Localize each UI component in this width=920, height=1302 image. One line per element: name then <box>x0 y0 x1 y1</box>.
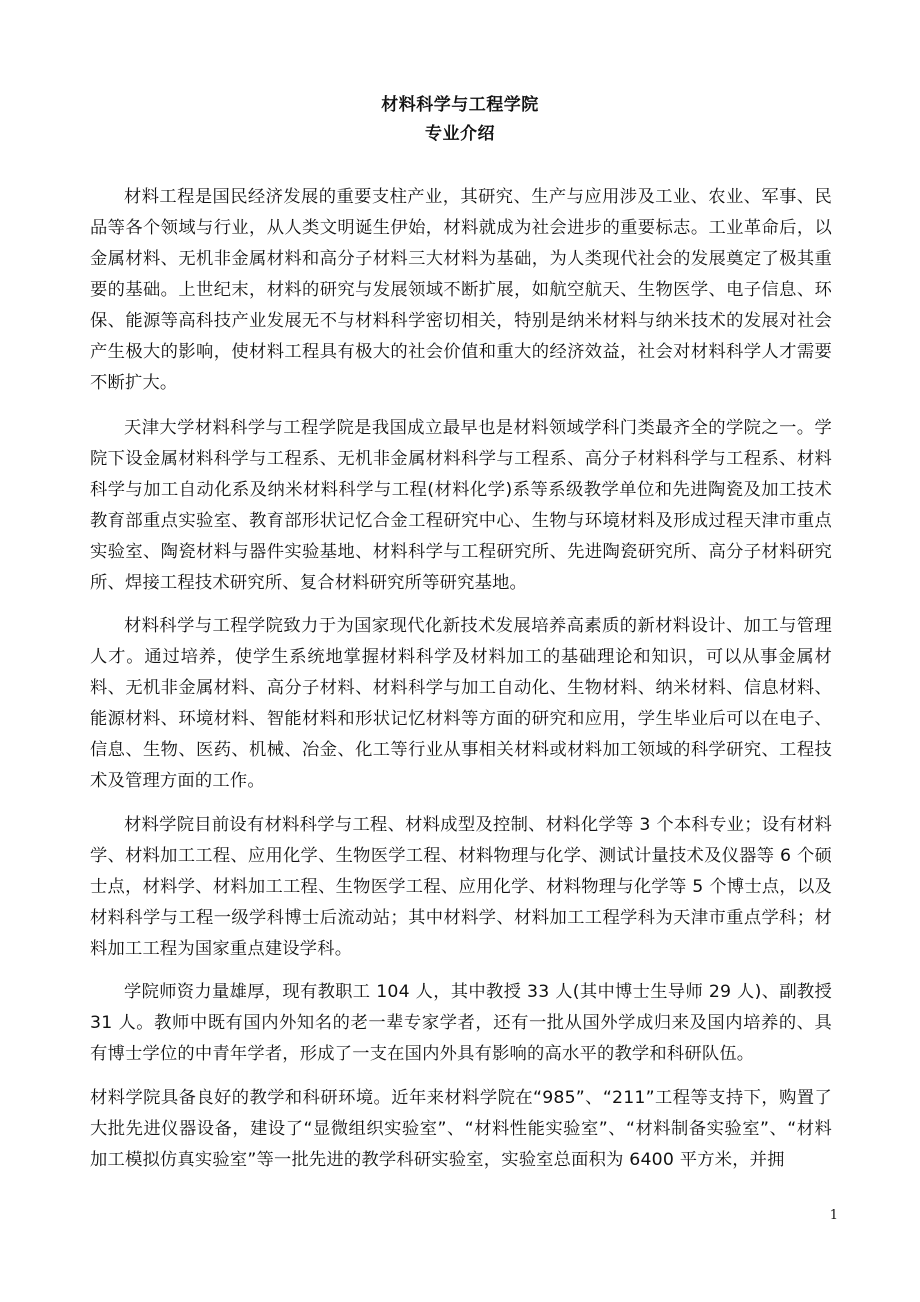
document-subtitle: 专业介绍 <box>425 124 495 144</box>
paragraph-training-goals: 材料科学与工程学院致力于为国家现代化新技术发展培养高素质的新材料设计、加工与管理人才。通过培养，使学生系统地掌握材料科学及材料加工的基础理论和知识，可以从事金属材料、无机非金属材料、高分子材料、材料科学与加工自动化、生物材料、纳米材料、信息材料、能源材料、环境材料、智能材料和形状记忆材料等方面的研究和应用，学生毕业后可以在电子、信息、生物、医药、机械、冶金、化工等行业从事相关材料或材料加工领域的科学研究、工程技术及管理方面的工作。 <box>90 616 832 792</box>
page-number: 1 <box>829 1208 838 1223</box>
paragraph-school-history: 天津大学材料科学与工程学院是我国成立最早也是材料领域学科门类最齐全的学院之一。学院下设金属材料科学与工程系、无机非金属材料科学与工程系、高分子材料科学与工程系、材料科学与加工自动化系及纳米材料科学与工程(材料化学)系等系级教学单位和先进陶瓷及加工技术教育部重点实验室、教育部形状记忆合金工程研究中心、生物与环境材料及形成过程天津市重点实验室、陶瓷材料与器件实验基地、材料科学与工程研究所、先进陶瓷研究所、高分子材料研究所、焊接工程技术研究所、复合材料研究所等研究基地。 <box>90 418 832 594</box>
paragraph-industry-overview: 材料工程是国民经济发展的重要支柱产业，其研究、生产与应用涉及工业、农业、军事、民品等各个领域与行业，从人类文明诞生伊始，材料就成为社会进步的重要标志。工业革命后，以金属材料、无机非金属材料和高分子材料三大材料为基础，为人类现代社会的发展奠定了极其重要的基础。上世纪末，材料的研究与发展领域不断扩展，如航空航天、生物医学、电子信息、环保、能源等高科技产业发展无不与材料科学密切相关，特别是纳米材料与纳米技术的发展对社会产生极大的影响，使材料工程具有极大的社会价值和重大的经济效益，社会对材料科学人才需要不断扩大。 <box>90 187 832 394</box>
paragraph-programs: 材料学院目前设有材料科学与工程、材料成型及控制、材料化学等 3 个本科专业；设有材料学、材料加工工程、应用化学、生物医学工程、材料物理与化学、测试计量技术及仪器等 6 个硕士点，材料学、材料加工工程、生物医学工程、应用化学、材料物理与化学等 5 个博士点，以及材料科学与工程一级学科博士后流动站；其中材料学、材料加工工程学科为天津市重点学科；材料加工工程为国家重点建设学科。 <box>90 815 832 960</box>
document-title: 材料科学与工程学院 <box>381 95 539 115</box>
paragraph-faculty: 学院师资力量雄厚，现有教职工 104 人，其中教授 33 人(其中博士生导师 29 人)、副教授 31 人。教师中既有国内外知名的老一辈专家学者，还有一批从国外学成归来及国内培养的、具有博士学位的中青年学者，形成了一支在国内外具有影响的高水平的教学和科研队伍。 <box>90 982 832 1065</box>
paragraph-facilities: 材料学院具备良好的教学和科研环境。近年来材料学院在“985”、“211”工程等支持下，购置了大批先进仪器设备，建设了“显微组织实验室”、“材料性能实验室”、“材料制备实验室”、“材料加工模拟仿真实验室”等一批先进的教学科研实验室，实验室总面积为 6400 平方米，并拥 <box>90 1088 832 1171</box>
